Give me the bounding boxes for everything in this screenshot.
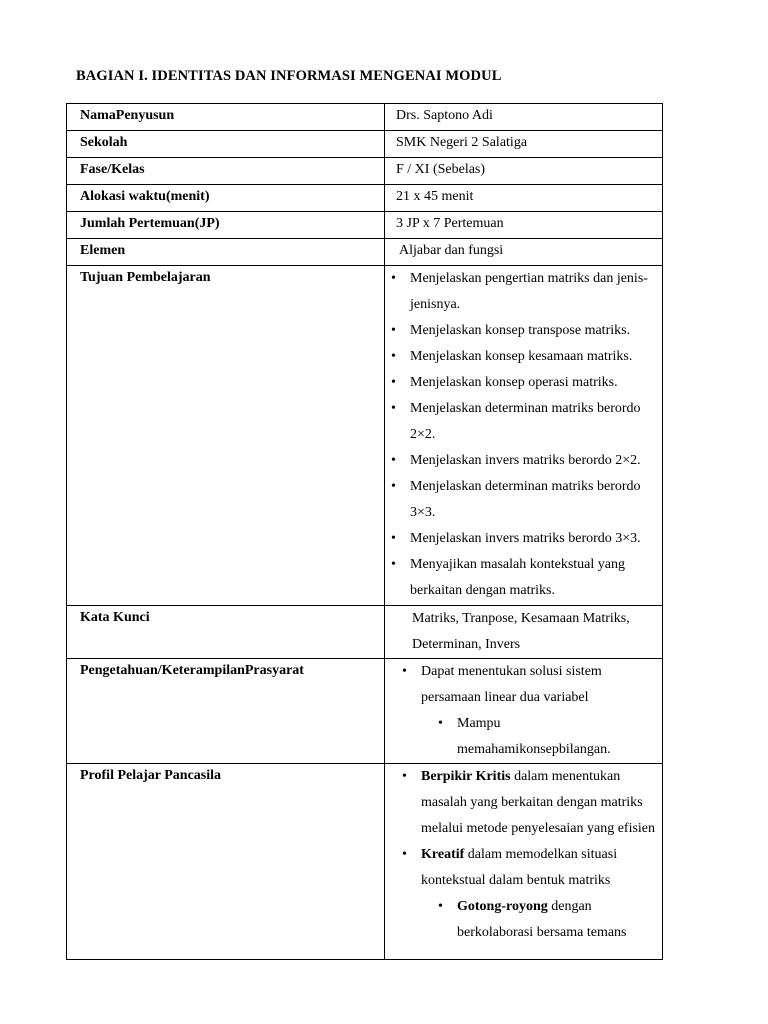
row-value: 3 JP x 7 Pertemuan [385, 212, 663, 239]
section-heading: BAGIAN I. IDENTITAS DAN INFORMASI MENGENAI MODUL [76, 68, 502, 84]
objectives-list [385, 266, 662, 604]
row-label: Jumlah Pertemuan(JP) [67, 212, 385, 239]
list-item [421, 842, 656, 946]
row-value: F / XI (Sebelas) [385, 158, 663, 185]
row-label: Fase/Kelas [67, 158, 385, 185]
row-value: 21 x 45 menit [385, 185, 663, 212]
table-row [67, 131, 663, 158]
list-item: • Mampu memahamikonsepbilangan. [457, 711, 656, 763]
table-row [67, 185, 663, 212]
row-value: Matriks, Tranpose, Kesamaan Matriks, Determinan, Invers [385, 606, 663, 659]
list-item: • Menjelaskan invers matriks berordo 3×3. [410, 526, 656, 552]
nested-list [421, 894, 656, 946]
row-label: NamaPenyusun [67, 104, 385, 131]
list-item: • Menjelaskan determinan matriks berordo 3×3. [410, 474, 656, 526]
row-label: Alokasi waktu(menit) [67, 185, 385, 212]
list-item [457, 894, 656, 946]
profile-list [385, 764, 662, 946]
prerequisites-list [385, 659, 662, 763]
table-row [67, 764, 663, 960]
row-label: Elemen [67, 239, 385, 266]
list-item: • Menjelaskan pengertian matriks dan jenis-jenisnya. [410, 266, 656, 318]
table-row [67, 239, 663, 266]
list-item [421, 659, 656, 763]
row-value: Aljabar dan fungsi [385, 239, 663, 266]
table-row [67, 158, 663, 185]
row-label: Sekolah [67, 131, 385, 158]
list-item: • Menyajikan masalah kontekstual yang berkaitan dengan matriks. [410, 552, 656, 604]
list-item: • Menjelaskan konsep transpose matriks. [410, 318, 656, 344]
list-item-text: dalam menentukan masalah yang berkaitan dengan matriks melalui metode penyelesaian yang efisien [421, 769, 656, 836]
list-item: • Menjelaskan invers matriks berordo 2×2. [410, 448, 656, 474]
list-item-keyword: Kreatif [421, 847, 465, 862]
list-item-text: dengan berkolaborasi bersama temans [457, 899, 627, 940]
list-item-keyword: Berpikir Kritis [421, 769, 511, 784]
table-row [67, 659, 663, 764]
list-item [421, 764, 656, 842]
pancasila-profile-cell [385, 764, 663, 960]
list-item: • Menjelaskan konsep operasi matriks. [410, 370, 656, 396]
learning-objectives-cell [385, 266, 663, 606]
table-row [67, 266, 663, 606]
prerequisites-cell [385, 659, 663, 764]
list-item-keyword: Gotong-royong [457, 899, 548, 914]
row-label: Pengetahuan/KeterampilanPrasyarat [67, 659, 385, 764]
row-label: Profil Pelajar Pancasila [67, 764, 385, 960]
list-item-text: dalam memodelkan situasi kontekstual dalam bentuk matriks [421, 847, 618, 888]
module-identity-table [66, 103, 663, 960]
row-value: SMK Negeri 2 Salatiga [385, 131, 663, 158]
table-row [67, 104, 663, 131]
table-row [67, 606, 663, 659]
list-item: • Menjelaskan konsep kesamaan matriks. [410, 344, 656, 370]
list-item: • Menjelaskan determinan matriks berordo 2×2. [410, 396, 656, 448]
list-item-text: Dapat menentukan solusi sistem persamaan linear dua variabel [421, 664, 602, 705]
table-row [67, 212, 663, 239]
row-label: Kata Kunci [67, 606, 385, 659]
nested-list [421, 711, 656, 763]
row-value: Drs. Saptono Adi [385, 104, 663, 131]
row-label: Tujuan Pembelajaran [67, 266, 385, 606]
